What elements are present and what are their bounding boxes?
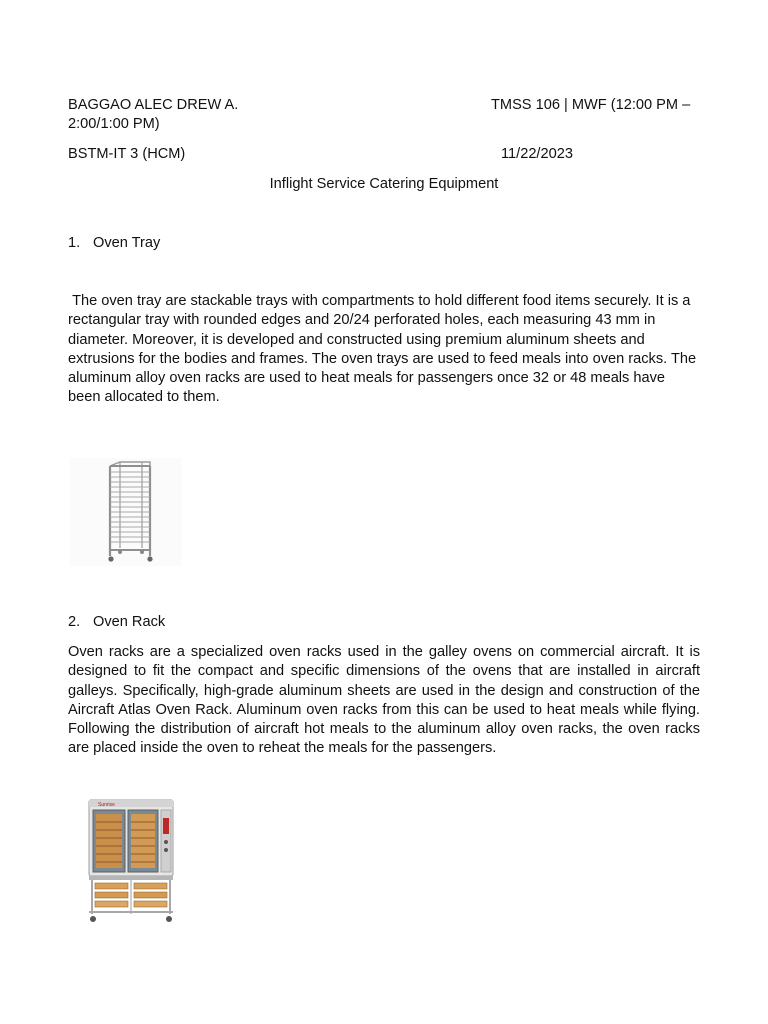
section-title: Oven Rack <box>93 614 166 630</box>
section-title: Oven Tray <box>93 235 161 251</box>
oven-rack-image <box>70 458 182 566</box>
document-title: Inflight Service Catering Equipment <box>269 176 499 192</box>
course-schedule-continued: 2:00/1:00 PM) <box>68 116 160 132</box>
section-body-oven-rack: Oven racks are a specialized oven racks used in the galley ovens on commercial aircraft. It is designed to fit the compact and specific dimensions of the ovens that are installed in aircraft galleys. Specifically, high-grade aluminum sheets are used in the design and construction of the Aircraft Atlas Oven Rack. Aluminum oven racks from this can be used to heat meals while flying. Following the distribution of aircraft hot meals to the aluminum alloy oven racks, the oven racks are placed inside the oven to reheat the meals for the passengers. <box>68 644 700 757</box>
section-number: 1. <box>68 235 81 251</box>
section-heading-oven-tray <box>68 234 160 253</box>
convection-oven-image <box>76 796 180 926</box>
section-heading-oven-rack <box>68 613 165 632</box>
document-date: 11/22/2023 <box>501 146 573 162</box>
oven-brand-mark: Sunrise <box>98 802 115 808</box>
student-section: BSTM-IT 3 (HCM) <box>68 146 186 162</box>
section-number: 2. <box>68 614 81 630</box>
convection-oven-illustration <box>76 796 180 926</box>
course-schedule: TMSS 106 | MWF (12:00 PM – <box>491 97 691 113</box>
oven-rack-illustration <box>70 458 182 566</box>
section-body-oven-tray: The oven tray are stackable trays with compartments to hold different food items securely. It is a rectangular tray with rounded edges and 20/24 perforated holes, each measuring 43 mm in diameter. Moreover, it is developed and constructed using premium aluminum sheets and extrusions for the bodies and frames. The oven trays are used to feed meals into oven racks. The aluminum alloy oven racks are used to heat meals for passengers once 32 or 48 meals have been allocated to them. <box>68 293 701 406</box>
student-name: BAGGAO ALEC DREW A. <box>68 97 239 113</box>
